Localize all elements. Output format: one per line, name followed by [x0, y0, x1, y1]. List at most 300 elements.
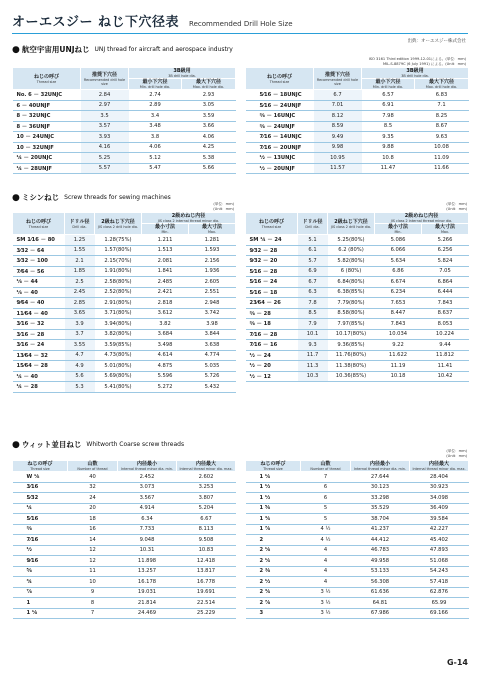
value-cell: 5.69(80%): [95, 371, 142, 382]
value-cell: 3.82: [142, 319, 189, 330]
value-cell: 10.17(80%): [328, 329, 375, 340]
standard-note-line: ISO 3161 Third edition 1999-12-01による。(単位：mm): [368, 57, 466, 61]
value-cell: 28.404: [410, 472, 469, 483]
value-cell: 9.22: [375, 340, 422, 351]
table-row: [13, 587, 236, 598]
value-cell: 13.817: [177, 566, 236, 577]
table-row: [13, 556, 236, 567]
value-cell: 8.12: [314, 111, 362, 122]
value-cell: 46.783: [351, 545, 410, 556]
value-cell: 1.513: [142, 245, 189, 256]
value-cell: 1.25: [65, 235, 95, 246]
thread-size-cell: 3: [246, 608, 301, 619]
value-cell: 10.224: [422, 329, 469, 340]
header-max: 最大下穴径 Max. drill hole dia.: [415, 79, 469, 90]
value-cell: 4.06: [182, 132, 236, 143]
table-row: [13, 121, 236, 132]
value-cell: 5.432: [189, 382, 236, 393]
thread-size-cell: 7⁄16: [13, 535, 68, 546]
value-cell: 7.9: [298, 319, 328, 330]
table-row: [13, 163, 236, 174]
header-max: 内径最大 Internal thread minor dia. max.: [177, 461, 236, 472]
thread-size-cell: ½ － 20UNJF: [246, 163, 314, 174]
value-cell: 8.5: [298, 308, 328, 319]
thread-size-cell: 8 － 32UNJC: [13, 111, 81, 122]
value-cell: 3.7: [65, 329, 95, 340]
value-cell: 2.452: [118, 472, 177, 483]
value-cell: 9.44: [422, 340, 469, 351]
table-row: [13, 319, 236, 330]
value-cell: 9.3: [298, 340, 328, 351]
thread-size-cell: 15⁄64 － 28: [13, 361, 65, 372]
section-heading-unj: [12, 44, 233, 55]
value-cell: 11.7: [298, 350, 328, 361]
table-row: [13, 382, 236, 393]
value-cell: 12: [68, 545, 118, 556]
table-row: [246, 350, 469, 361]
value-cell: 24.469: [118, 608, 177, 619]
thread-size-cell: ½: [13, 545, 68, 556]
table-row: [13, 524, 236, 535]
value-cell: 3.742: [189, 308, 236, 319]
thread-size-cell: 9⁄64 － 40: [13, 298, 65, 309]
table-row: [13, 308, 236, 319]
table-row: [246, 121, 469, 132]
value-cell: 9.98: [314, 142, 362, 153]
value-cell: 53.133: [351, 566, 410, 577]
thread-size-cell: W ⅛: [13, 472, 68, 483]
header-class2: 2級ねじ下穴径 JIS class 2 drill hole dia.: [95, 213, 142, 235]
value-cell: 9.49: [314, 132, 362, 143]
table-row: [13, 350, 236, 361]
thread-size-cell: 10 － 24UNJC: [13, 132, 81, 143]
value-cell: 2.93: [182, 90, 236, 101]
table-row: [246, 245, 469, 256]
value-cell: 6.066: [375, 245, 422, 256]
value-cell: 2.156: [189, 256, 236, 267]
table-row: [13, 266, 236, 277]
header-min: 内径最小 Internal thread minor dia. min.: [351, 461, 410, 472]
thread-size-cell: 1 ⅞: [246, 524, 301, 535]
value-cell: 2.15(70%): [95, 256, 142, 267]
section-title: 航空宇宙用UNJねじ: [21, 45, 90, 54]
value-cell: 2.84: [81, 90, 129, 101]
value-cell: 10.1: [298, 329, 328, 340]
value-cell: 6.91: [362, 100, 415, 111]
thread-size-cell: 2 ½: [246, 577, 301, 588]
header-thread: ねじの呼び Thread size: [13, 461, 68, 472]
table-row: [246, 100, 469, 111]
value-cell: 10.18: [375, 371, 422, 382]
table-row: [246, 587, 469, 598]
thread-size-cell: ½ － 24: [246, 350, 298, 361]
section-heading-sewing: [12, 192, 171, 203]
value-cell: 2.081: [142, 256, 189, 267]
value-cell: 5.01(80%): [95, 361, 142, 372]
value-cell: 8.053: [422, 319, 469, 330]
value-cell: 4 ½: [301, 535, 351, 546]
thread-size-cell: 7⁄16 － 20UNJF: [246, 142, 314, 153]
header-threads: 山数 Number of thread: [68, 461, 118, 472]
unit-line: (単位：mm): [446, 202, 467, 206]
thread-size-cell: 5⁄16 － 18: [246, 287, 298, 298]
value-cell: 11.57: [314, 163, 362, 174]
thread-size-cell: 13⁄64 － 32: [13, 350, 65, 361]
value-cell: 2.89: [129, 100, 182, 111]
value-cell: 56.308: [351, 577, 410, 588]
thread-size-cell: 3⁄32 － 100: [13, 256, 65, 267]
table-row: [13, 90, 236, 101]
value-cell: 3.59: [182, 111, 236, 122]
table-row: [246, 163, 469, 174]
value-cell: 8: [68, 598, 118, 609]
thread-size-cell: 5⁄16 － 24UNJF: [246, 100, 314, 111]
thread-size-cell: No. 6 － 32UNJC: [13, 90, 81, 101]
thread-size-cell: ¼ － 20UNJC: [13, 153, 81, 164]
section-title: ウィット並目ねじ: [21, 440, 82, 449]
value-cell: 6.1: [298, 245, 328, 256]
value-cell: 1.593: [189, 245, 236, 256]
value-cell: 3.844: [189, 329, 236, 340]
table-row: [13, 371, 236, 382]
value-cell: 44.412: [351, 535, 410, 546]
table-row: [246, 308, 469, 319]
value-cell: 3.71(80%): [95, 308, 142, 319]
table-row: [246, 472, 469, 483]
value-cell: 39.584: [410, 514, 469, 525]
header-min: 最小下穴径 Min. drill hole dia.: [362, 79, 415, 90]
bullet-icon: ●: [12, 44, 20, 55]
value-cell: 11.09: [415, 153, 469, 164]
header-max: 最大下穴径 Max. drill hole dia.: [182, 79, 236, 90]
thread-size-cell: ⅛ － 40: [13, 287, 65, 298]
value-cell: 10.42: [422, 371, 469, 382]
header-3b: 3B級用 3B drill hole dia.: [129, 68, 236, 79]
value-cell: 5.66: [182, 163, 236, 174]
value-cell: 7.97(85%): [328, 319, 375, 330]
whitworth-table-right: [245, 460, 469, 619]
value-cell: 6.234: [375, 287, 422, 298]
value-cell: 2.602: [177, 472, 236, 483]
table-row: [246, 545, 469, 556]
thread-size-cell: 7⁄16 － 16: [246, 340, 298, 351]
value-cell: 7.843: [422, 298, 469, 309]
header-min: 最小寸法 Min.: [142, 224, 189, 235]
value-cell: 69.166: [410, 608, 469, 619]
value-cell: 5.25: [81, 153, 129, 164]
thread-size-cell: 1 ⅝: [246, 503, 301, 514]
value-cell: 3.253: [177, 482, 236, 493]
thread-size-cell: 1 ½: [246, 493, 301, 504]
table-row: [246, 340, 469, 351]
value-cell: 2.45: [65, 287, 95, 298]
value-cell: 51.068: [410, 556, 469, 567]
value-cell: 11.3: [298, 361, 328, 372]
thread-size-cell: 1 ¼: [246, 472, 301, 483]
table-row: [246, 153, 469, 164]
value-cell: 5.596: [142, 371, 189, 382]
value-cell: 38.704: [351, 514, 410, 525]
value-cell: 10.08: [415, 142, 469, 153]
value-cell: 54.243: [410, 566, 469, 577]
header-threads: 山数 Number of thread: [301, 461, 351, 472]
thread-size-cell: ¼ － 28UNJF: [13, 163, 81, 174]
table-row: [13, 132, 236, 143]
thread-size-cell: ¼ － 28: [13, 382, 65, 393]
value-cell: 8.58(80%): [328, 308, 375, 319]
value-cell: 7.01: [314, 100, 362, 111]
value-cell: 3.8: [129, 132, 182, 143]
value-cell: 27.644: [351, 472, 410, 483]
value-cell: 2.1: [65, 256, 95, 267]
thread-size-cell: 8 － 36UNJF: [13, 121, 81, 132]
value-cell: 32: [68, 482, 118, 493]
thread-size-cell: 5⁄32: [13, 493, 68, 504]
value-cell: 8.113: [177, 524, 236, 535]
value-cell: 4.9: [65, 361, 95, 372]
table-row: [246, 132, 469, 143]
table-row: [13, 472, 236, 483]
value-cell: 2.421: [142, 287, 189, 298]
value-cell: 3.05: [182, 100, 236, 111]
table-row: [246, 514, 469, 525]
value-cell: 3.48: [129, 121, 182, 132]
value-cell: 6.57: [362, 90, 415, 101]
value-cell: 6.674: [375, 277, 422, 288]
value-cell: 6.84(80%): [328, 277, 375, 288]
table-row: [246, 287, 469, 298]
value-cell: 5.824: [422, 256, 469, 267]
value-cell: 3.5: [81, 111, 129, 122]
value-cell: 6.86: [375, 266, 422, 277]
header-class2: 2級ねじ下穴径 JIS class 2 drill hole dia.: [328, 213, 375, 235]
value-cell: 10.034: [375, 329, 422, 340]
thread-size-cell: ⅜ － 18: [246, 319, 298, 330]
table-row: [13, 608, 236, 619]
value-cell: 4: [301, 545, 351, 556]
value-cell: 3 ½: [301, 608, 351, 619]
table-row: [246, 482, 469, 493]
value-cell: 8.5: [362, 121, 415, 132]
value-cell: 13.257: [118, 566, 177, 577]
thread-size-cell: 7⁄16 － 28: [246, 329, 298, 340]
value-cell: 4: [301, 556, 351, 567]
unj-table-right: [245, 67, 469, 174]
value-cell: 11.38(80%): [328, 361, 375, 372]
bullet-icon: ●: [12, 439, 20, 450]
value-cell: 11.41: [422, 361, 469, 372]
value-cell: 3.4: [129, 111, 182, 122]
table-row: [13, 256, 236, 267]
value-cell: 40: [68, 472, 118, 483]
value-cell: 4.06: [129, 142, 182, 153]
thread-size-cell: 1: [13, 598, 68, 609]
value-cell: 67.986: [351, 608, 410, 619]
table-row: [13, 566, 236, 577]
unit-note: [437, 449, 467, 458]
value-cell: 10: [68, 577, 118, 588]
table-row: [13, 482, 236, 493]
value-cell: 4: [301, 566, 351, 577]
table-row: [246, 535, 469, 546]
value-cell: 3.567: [118, 493, 177, 504]
thread-size-cell: 5⁄16: [13, 514, 68, 525]
thread-size-cell: ⅝: [13, 566, 68, 577]
value-cell: 3.94(80%): [95, 319, 142, 330]
section-title-en: Screw threads for sewing machines: [64, 194, 171, 201]
thread-size-cell: ⅜ － 28: [246, 308, 298, 319]
value-cell: 1.85: [65, 266, 95, 277]
value-cell: 12.418: [177, 556, 236, 567]
value-cell: 1.281: [189, 235, 236, 246]
value-cell: 49.958: [351, 556, 410, 567]
value-cell: 6.2 (80%): [328, 245, 375, 256]
value-cell: 1.28(75%): [95, 235, 142, 246]
value-cell: 1.55: [65, 245, 95, 256]
table-row: [246, 256, 469, 267]
thread-size-cell: ¼ － 40: [13, 371, 65, 382]
value-cell: 9: [68, 587, 118, 598]
value-cell: 5.204: [177, 503, 236, 514]
thread-size-cell: ¾: [13, 577, 68, 588]
value-cell: 3.073: [118, 482, 177, 493]
thread-size-cell: ½ － 12: [246, 371, 298, 382]
thread-size-cell: 5⁄16 － 18UNJC: [246, 90, 314, 101]
standard-note: [369, 57, 466, 66]
value-cell: 30.123: [351, 482, 410, 493]
thread-size-cell: 7⁄16 － 14UNJC: [246, 132, 314, 143]
value-cell: 21.814: [118, 598, 177, 609]
unj-table-left: [12, 67, 236, 174]
value-cell: 5: [301, 514, 351, 525]
value-cell: 7.8: [298, 298, 328, 309]
thread-size-cell: 9⁄32 － 20: [246, 256, 298, 267]
value-cell: 11.47: [362, 163, 415, 174]
value-cell: 7: [68, 608, 118, 619]
table-row: [246, 524, 469, 535]
value-cell: 3.65: [65, 308, 95, 319]
value-cell: 6 (80%): [328, 266, 375, 277]
header-thread: ねじの呼び Thread size: [246, 461, 301, 472]
table-row: [246, 371, 469, 382]
value-cell: 10.3: [298, 371, 328, 382]
table-row: [13, 535, 236, 546]
value-cell: 3.57: [81, 121, 129, 132]
value-cell: 11: [68, 566, 118, 577]
value-cell: 5.57: [81, 163, 129, 174]
value-cell: 5.41(80%): [95, 382, 142, 393]
value-cell: 6: [301, 493, 351, 504]
value-cell: 35.529: [351, 503, 410, 514]
value-cell: 10.95: [314, 153, 362, 164]
value-cell: 2.485: [142, 277, 189, 288]
unit-note: [437, 202, 467, 211]
header-max: 最大寸法 Max.: [189, 224, 236, 235]
table-row: [13, 245, 236, 256]
header-min: 内径最小 Internal thread minor dia. min.: [118, 461, 177, 472]
thread-size-cell: ⅛ － 44: [13, 277, 65, 288]
thread-size-cell: 3⁄16 － 28: [13, 329, 65, 340]
page-number: G-14: [446, 658, 468, 667]
value-cell: 6.7: [314, 90, 362, 101]
thread-size-cell: 5⁄16 － 28: [246, 266, 298, 277]
table-row: [13, 503, 236, 514]
value-cell: 8.59: [314, 121, 362, 132]
value-cell: 3.498: [142, 340, 189, 351]
value-cell: 9.63: [415, 132, 469, 143]
value-cell: 7.653: [375, 298, 422, 309]
table-row: [246, 556, 469, 567]
thread-size-cell: ⅜ － 24UNJF: [246, 121, 314, 132]
value-cell: 5.272: [142, 382, 189, 393]
value-cell: 47.893: [410, 545, 469, 556]
value-cell: 5.47: [129, 163, 182, 174]
thread-size-cell: SM 1⁄16 － 80: [13, 235, 65, 246]
value-cell: 10.8: [362, 153, 415, 164]
thread-size-cell: 9⁄32 － 28: [246, 245, 298, 256]
value-cell: 4.16: [81, 142, 129, 153]
value-cell: 5.3: [65, 382, 95, 393]
value-cell: 42.227: [410, 524, 469, 535]
table-row: [246, 298, 469, 309]
value-cell: 1.211: [142, 235, 189, 246]
value-cell: 19.691: [177, 587, 236, 598]
value-cell: 2.52(80%): [95, 287, 142, 298]
thread-size-cell: 3⁄16 － 32: [13, 319, 65, 330]
value-cell: 10.31: [118, 545, 177, 556]
value-cell: 18: [68, 514, 118, 525]
unit-line: (Unit：mm): [446, 453, 467, 458]
thread-size-cell: 2: [246, 535, 301, 546]
value-cell: 6.9: [298, 266, 328, 277]
page-subtitle: Recommended Drill Hole Size: [189, 20, 293, 28]
value-cell: 3.93: [81, 132, 129, 143]
value-cell: 5.6: [65, 371, 95, 382]
value-cell: 6.444: [422, 287, 469, 298]
value-cell: 30.923: [410, 482, 469, 493]
value-cell: 3.807: [177, 493, 236, 504]
thread-size-cell: 7⁄64 － 56: [13, 266, 65, 277]
thread-size-cell: ⅜ － 16UNJC: [246, 111, 314, 122]
thread-size-cell: 6 － 40UNJF: [13, 100, 81, 111]
thread-size-cell: 3⁄16 － 24: [13, 340, 65, 351]
value-cell: 8.25: [415, 111, 469, 122]
value-cell: 7.733: [118, 524, 177, 535]
value-cell: 3.9: [65, 319, 95, 330]
table-row: [246, 319, 469, 330]
value-cell: 6.83: [415, 90, 469, 101]
table-row: [13, 361, 236, 372]
table-row: [246, 361, 469, 372]
value-cell: 8.67: [415, 121, 469, 132]
value-cell: 6.864: [422, 277, 469, 288]
value-cell: 6: [301, 482, 351, 493]
thread-size-cell: ⅜: [13, 524, 68, 535]
table-row: [13, 577, 236, 588]
value-cell: 25.229: [177, 608, 236, 619]
value-cell: 10.36(85%): [328, 371, 375, 382]
table-row: [13, 514, 236, 525]
value-cell: 9.36(85%): [328, 340, 375, 351]
thread-size-cell: 2 ⅞: [246, 598, 301, 609]
value-cell: 62.876: [410, 587, 469, 598]
unit-line: (単位：mm): [213, 202, 234, 206]
value-cell: 2.58(80%): [95, 277, 142, 288]
table-row: [246, 503, 469, 514]
value-cell: 5.25(80%): [328, 235, 375, 246]
value-cell: 11.66: [415, 163, 469, 174]
table-row: [246, 235, 469, 246]
